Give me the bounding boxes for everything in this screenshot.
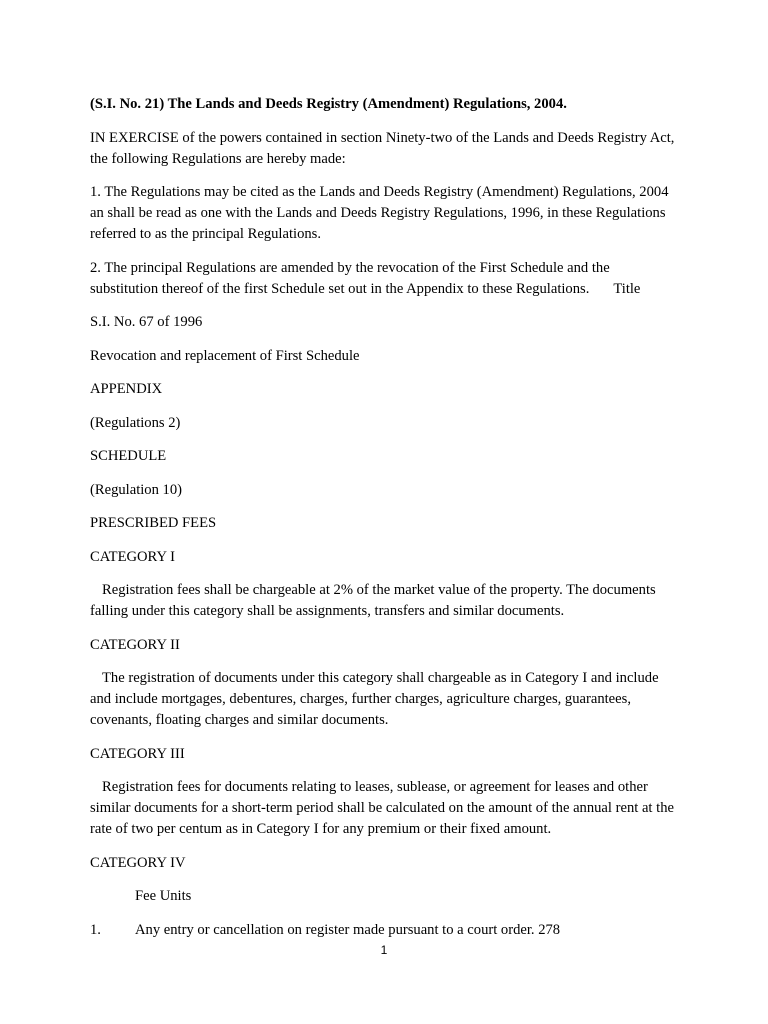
category-1-paragraph: Registration fees shall be chargeable at 2% of the market value of the property. The documents falling under this category shall be assignments, transfers and similar documents. [90,582,656,619]
clause-2-paragraph [90,258,680,300]
appendix-heading: APPENDIX [90,381,163,397]
clause-2-side-label: Title [613,280,641,297]
si-reference: S.I. No. 67 of 1996 [90,314,203,330]
appendix-reference: (Regulations 2) [90,414,181,431]
fee-item-row [90,920,680,941]
category-3-paragraph: Registration fees for documents relating to leases, sublease, or agreement for leases and other similar documents for a short-term period shall be calculated on the amount of the annual rent at the rate of two per centum as in Category I for any premium or their fixed amount. [90,779,674,837]
fee-item-number: 1. [90,921,101,938]
category-2-heading: CATEGORY II [90,636,180,653]
clause-2-text: 2. The principal Regulations are amended by the revocation of the First Schedule and the substitution thereof of the first Schedule set out in the Appendix to these Regulations. [90,259,610,297]
schedule-reference: (Regulation 10) [90,481,183,498]
document-title: (S.I. No. 21) The Lands and Deeds Registry (Amendment) Regulations, 2004. [90,96,567,112]
prescribed-fees-heading: PRESCRIBED FEES [90,515,217,531]
category-1-heading: CATEGORY I [90,548,175,565]
clause-1-paragraph: 1. The Regulations may be cited as the Lands and Deeds Registry (Amendment) Regulations, 2004 an shall be read as one with the Lands and Deeds Registry Regulations, 1996, in these Regulations referred to as the principal Regulations. [90,184,669,242]
fee-item-text: Any entry or cancellation on register made pursuant to a court order. 278 [135,921,561,938]
revocation-note: Revocation and replacement of First Schedule [90,347,360,364]
preamble-paragraph: IN EXERCISE of the powers contained in section Ninety-two of the Lands and Deeds Registry Act, the following Regulations are hereby made: [90,129,675,167]
fee-units-heading: Fee Units [135,888,192,904]
category-4-heading: CATEGORY IV [90,854,186,871]
document-body [90,94,680,953]
category-3-heading: CATEGORY III [90,745,185,762]
page-number: 1 [380,943,388,957]
schedule-heading: SCHEDULE [90,448,167,464]
category-2-paragraph: The registration of documents under this category shall chargeable as in Category I and include and include mortgages, debentures, charges, further charges, agriculture charges, guarantees, covenants, floating charges and similar documents. [90,670,659,728]
